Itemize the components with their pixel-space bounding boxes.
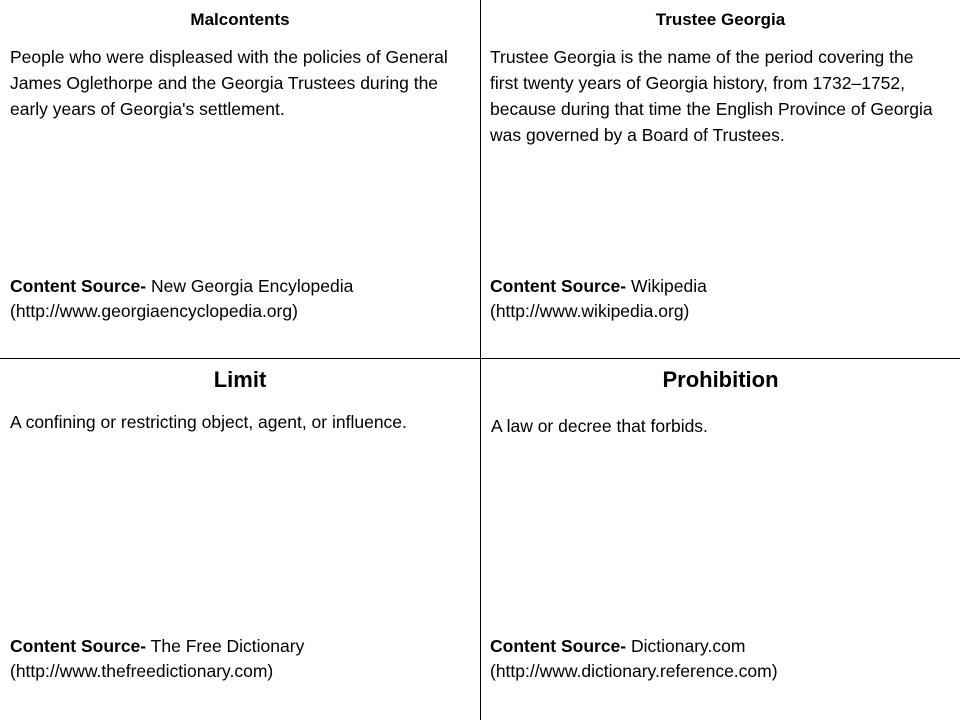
content-source xyxy=(10,634,470,684)
source-name: Dictionary.com xyxy=(631,636,746,656)
term-title: Prohibition xyxy=(662,367,779,392)
term-title: Trustee Georgia xyxy=(655,10,786,29)
source-label: Content Source- xyxy=(10,636,147,656)
source-label: Content Source- xyxy=(10,276,147,296)
source-name: The Free Dictionary xyxy=(150,636,305,656)
source-label: Content Source- xyxy=(490,636,627,656)
term-definition: A confining or restricting object, agent, or influence. xyxy=(10,412,407,432)
source-name: New Georgia Encylopedia xyxy=(151,276,354,296)
source-label: Content Source- xyxy=(490,276,627,296)
source-url: (http://www.georgiaencyclopedia.org) xyxy=(10,301,298,321)
source-url: (http://www.wikipedia.org) xyxy=(490,301,690,321)
term-title: Limit xyxy=(213,367,267,392)
source-name: Wikipedia xyxy=(631,276,707,296)
cell-trustee-georgia xyxy=(481,0,951,358)
cell-limit xyxy=(0,359,470,720)
source-url: (http://www.dictionary.reference.com) xyxy=(490,661,778,681)
term-title: Malcontents xyxy=(190,10,290,29)
term-definition: Trustee Georgia is the name of the period covering the first twenty years of Georgia history, from 1732–1752, because during that time the English Province of Georgia was governed by a Board of Trustees. xyxy=(490,47,933,145)
source-url: (http://www.thefreedictionary.com) xyxy=(10,661,274,681)
cell-prohibition xyxy=(481,359,951,720)
cell-malcontents xyxy=(0,0,470,358)
term-definition: A law or decree that forbids. xyxy=(491,416,708,436)
term-definition: People who were displeased with the policies of General James Oglethorpe and the Georgia Trustees during the early years of Georgia's settlement. xyxy=(10,47,448,119)
content-source xyxy=(490,274,950,324)
content-source xyxy=(10,274,470,324)
content-source xyxy=(490,634,950,684)
